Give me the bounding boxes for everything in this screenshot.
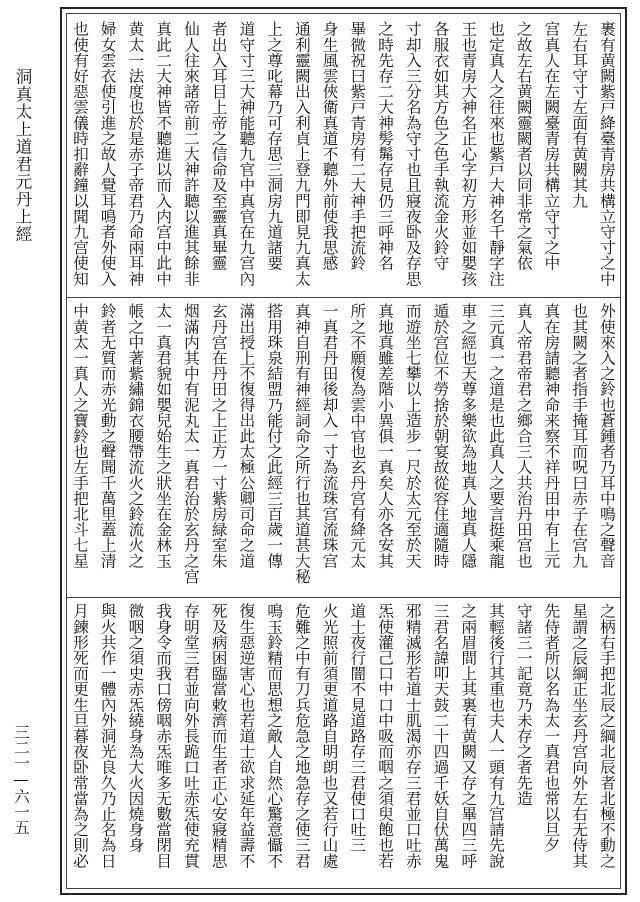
text-column: 寸却入三分名為守寸也且寢夜卧及存思 [403, 21, 422, 287]
text-column: 月鍊形死而更生旦暮夜卧常當為之則必 [71, 603, 89, 869]
text-column: 身生風雲俠衛真道不聽外前使我思感 [320, 21, 339, 271]
text-column: 所之不願復為雲中官也玄丹宫有絳元太 [348, 303, 367, 569]
text-column: 星謂之辰綱正坐玄丹宫向外左右无侍其 [570, 603, 589, 869]
text-column: 之兩眉間上其裏有黄闕又存之畢四三呼 [459, 603, 478, 869]
text-column: 而遊坐七攀以上造步一尺於太元至於天 [403, 303, 422, 569]
text-column: 仙人往來諸帝前二大神許聽以進其餘非 [181, 21, 200, 287]
text-column: 先侍者所以名為太一真君也常以旦夕 [542, 603, 561, 853]
text-column: 者出入耳目上帝之信命及至靈真畢靈 [209, 21, 228, 271]
margin-title: 洞真太上道君元丹上經 [13, 68, 32, 243]
text-column: 帳之中著紫繡錦衣腰帶流火之鈴流火之 [126, 303, 145, 569]
text-column: 之故左右黄闕靈闕者以同非常之氣依 [514, 21, 533, 271]
text-column: 鳴玉鈴精而思想之敵人自然心驚意懾不 [265, 603, 284, 869]
text-column: 三君名諱叩天鼓二十四過千妖自伏萬鬼 [431, 603, 450, 869]
text-column: 婦女雲衣使引進之故人覺耳鳴者外使入 [98, 21, 117, 287]
text-column: 各服衣如其方色之色手執流金火鈴守 [431, 21, 450, 271]
text-frame [60, 7, 627, 895]
text-column: 之時先存二大神髣髴存見仍三呼神名 [376, 21, 395, 271]
text-column: 外使來入之鈴也蒼鍾者乃耳中鳴之聲音 [597, 303, 616, 569]
text-column: 王也青房大神名正心字初方形並如嬰孩 [459, 21, 478, 287]
text-panel-top [70, 21, 617, 293]
text-column: 存明堂三君並向外長跪口吐赤炁使充貫 [181, 603, 200, 869]
text-column: 中黄太一真人之寶鈴也左手把北斗七星 [71, 303, 89, 569]
panel-divider [66, 297, 621, 298]
text-column: 車之經也天尊多樂欲為地真人地真人隱 [459, 303, 478, 569]
text-column: 死及病困臨當敕濟而生者正心安寢精思 [209, 603, 228, 869]
text-column: 也定真人之往來也紫戸大神名千靜字注 [487, 21, 506, 287]
text-column: 宫真人在左闕臺青房共構立守寸之中 [542, 21, 561, 271]
text-column: 道守寸三大神能聽九官中真官在九宫內 [237, 21, 256, 287]
text-panel-bottom [70, 603, 617, 887]
text-column: 與火共作一體內外洞光良久乃止名為日 [98, 603, 117, 869]
text-column: 鈴者无質而赤光動之聲聞千萬里蓋上清 [98, 303, 117, 569]
text-column: 搭用珠泉結盟乃能付之此經三百歲一傳 [265, 303, 284, 569]
text-column: 遁於宫位不勞捨於朝宴故從容住適隨時 [431, 303, 450, 569]
text-column: 裹有黄闕紫戸絳臺青房共構立守寸之中 [597, 21, 616, 287]
text-column: 危難之中有刀兵危急之地急存之使三君 [292, 603, 311, 869]
text-column: 真神自刑有神經詞命之所行也其道甚大秘 [292, 303, 311, 584]
text-column: 上之尊叱幕乃可存思三洞房九道諸要 [265, 21, 284, 271]
text-column: 微咽之須史赤炁繞身為大火因燒身身 [126, 603, 145, 853]
text-column: 真在房請聽神命来察不祥丹田中有上元 [542, 303, 561, 569]
text-column: 之柄右手把北辰之綱北辰者北極不動之 [597, 603, 616, 869]
text-column: 左右耳守寸左面有黄闕其九 [570, 21, 589, 209]
text-column: 真地真雖差階小異俱一真矣人亦各安其 [376, 303, 395, 569]
text-column: 邪精滅形若道士肌渴亦存三君並口吐赤 [403, 603, 422, 869]
text-column: 炁使灌己口中口中吸而咽之須臾飽也若 [376, 603, 395, 869]
text-panel-middle [70, 303, 617, 591]
text-column: 玄丹宫在丹田之上正方一寸紫房緑室朱 [209, 303, 228, 569]
text-column: 也使有好惡雲儀時扣辭鐘以聞九宫使知 [71, 21, 89, 287]
text-column: 黄太一法度也於是赤子帝君乃命兩耳神 [126, 21, 145, 287]
text-column: 火光照前須更道路自明朗也又若行山處 [320, 603, 339, 869]
page-number: 三二一—六一五 [12, 724, 30, 835]
text-column: 復生惡逆害心也若道士欲求延年益壽不 [237, 603, 256, 869]
text-column: 太一真君貌如嬰兒始生之狀坐在金林玉 [154, 303, 173, 569]
panel-divider [66, 597, 621, 598]
text-column: 一真君丹田後却入一寸為流珠宫流珠宫 [320, 303, 339, 569]
text-column: 其輕後行其重也夫人一頭有九宫請先說 [487, 603, 506, 869]
text-column: 滿出授上不復得出此太極公卿司命之道 [237, 303, 256, 569]
text-column: 也其闕之者指手掩耳而呪曰赤子在宫九 [570, 303, 589, 569]
text-column: 三元真一之道是也此真人之要言挺乘龍 [487, 303, 506, 569]
text-column: 我身令而我口傍咽赤炁唯多无數當閉目 [154, 603, 173, 869]
text-column: 守諸三一記竟乃未存之者先造 [514, 603, 533, 806]
text-column: 真此二大神皆不聽進以而入内宫中此中 [154, 21, 173, 287]
text-column: 通利靈闕出入利貞上登九門即見九真太 [292, 21, 311, 287]
text-column: 畢微祝曰紫戸青房有二大神手把流鈴 [348, 21, 367, 271]
text-column: 道士夜行闇不見道路存三君使口吐三 [348, 603, 367, 853]
text-column: 烟滿内其中有泥丸太一真君治於玄丹之宫 [181, 303, 200, 584]
text-column: 真人帝君帝君之鄉合三人共治丹田宫也 [514, 303, 533, 569]
